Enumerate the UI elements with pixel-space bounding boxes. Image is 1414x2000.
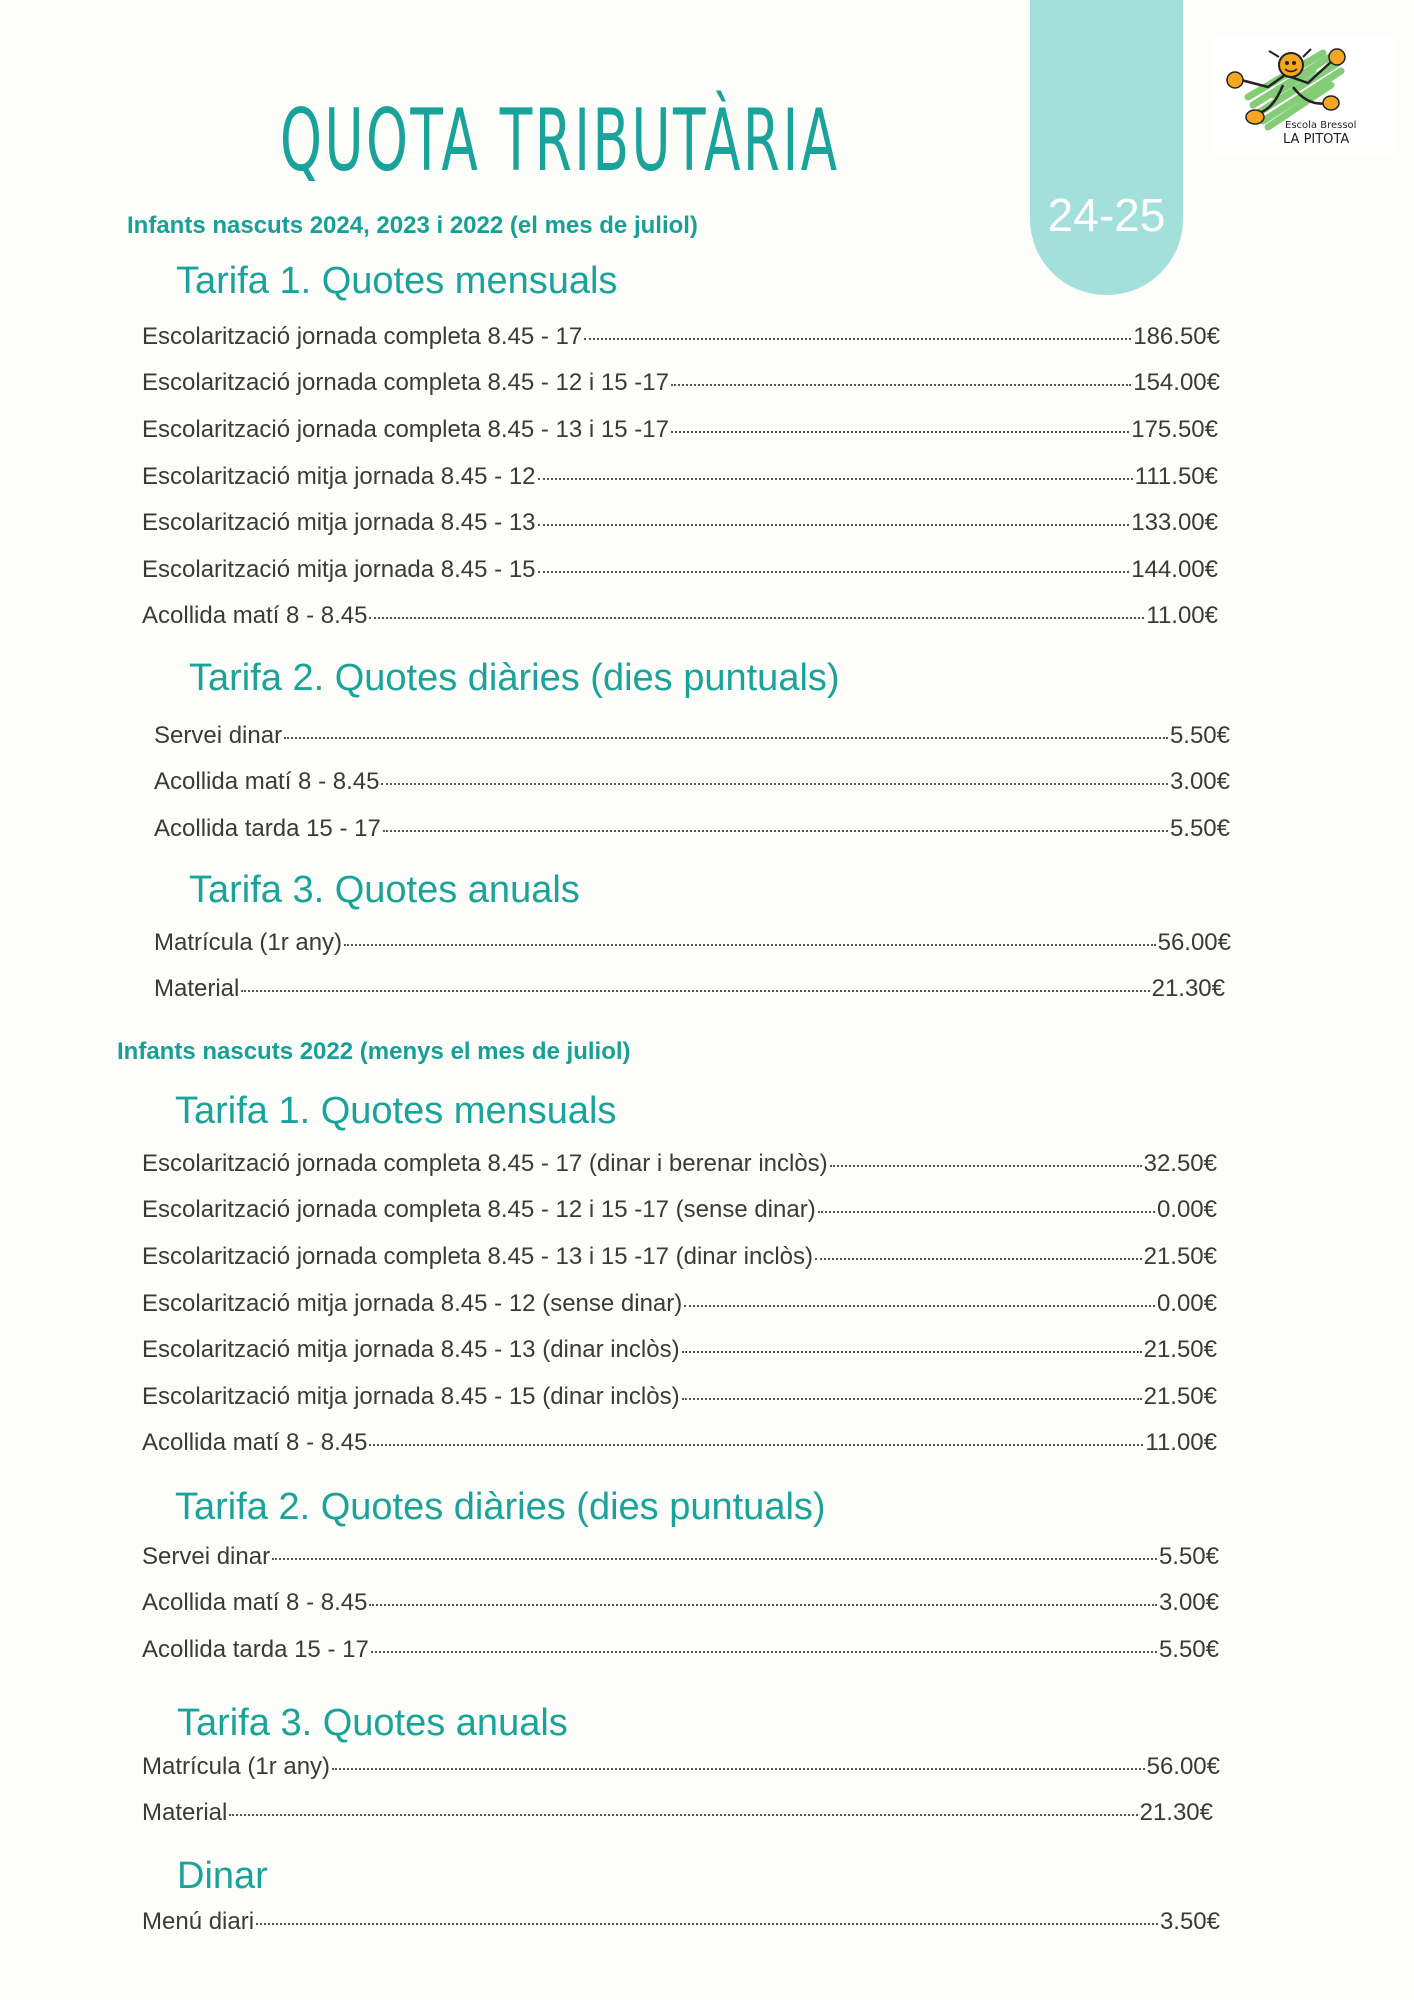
- price-value: 32.50€: [1143, 1150, 1217, 1177]
- dotted-leader: [284, 737, 1168, 739]
- price-value: 3.50€: [1159, 1908, 1220, 1935]
- price-value: 175.50€: [1131, 416, 1218, 443]
- price-row: [142, 1751, 1220, 1783]
- section2-dinar-heading: Dinar: [177, 1855, 268, 1897]
- price-label: Material: [142, 1799, 228, 1826]
- dotted-leader: [818, 1211, 1155, 1213]
- price-value: 21.30€: [1151, 975, 1225, 1002]
- price-row: [142, 414, 1218, 446]
- price-label: Matrícula (1r any): [154, 929, 343, 956]
- dotted-leader: [369, 1444, 1143, 1446]
- dotted-leader: [383, 830, 1168, 832]
- price-row: [154, 766, 1230, 798]
- price-row: [142, 1541, 1219, 1573]
- price-label: Acollida matí 8 - 8.45: [142, 1589, 368, 1616]
- price-label: Material: [154, 975, 240, 1002]
- dotted-leader: [344, 944, 1156, 946]
- price-row: [142, 321, 1220, 353]
- dotted-leader: [369, 1604, 1156, 1606]
- price-label: Escolarització jornada completa 8.45 - 17: [142, 323, 583, 350]
- section2-tarifa2-heading: Tarifa 2. Quotes diàries (dies puntuals): [175, 1486, 826, 1528]
- price-label: Servei dinar: [142, 1543, 271, 1570]
- school-logo: [1213, 35, 1395, 155]
- logo-illustration-icon: [1213, 35, 1395, 155]
- price-value: 133.00€: [1131, 509, 1218, 536]
- price-value: 56.00€: [1146, 1753, 1220, 1780]
- price-label: Escolarització mitja jornada 8.45 - 15: [142, 556, 536, 583]
- price-value: 21.50€: [1143, 1336, 1217, 1363]
- price-row: [154, 927, 1231, 959]
- price-label: Menú diari: [142, 1908, 255, 1935]
- price-value: 21.50€: [1143, 1383, 1217, 1410]
- dotted-leader: [381, 783, 1167, 785]
- price-row: [142, 1334, 1217, 1366]
- price-row: [154, 720, 1230, 752]
- price-value: 21.30€: [1139, 1799, 1213, 1826]
- logo-line1: Escola Bressol: [1285, 120, 1357, 131]
- price-label: Escolarització mitja jornada 8.45 - 12 (sense dinar): [142, 1290, 683, 1317]
- price-row: [142, 461, 1218, 493]
- price-row: [142, 600, 1218, 632]
- dotted-leader: [256, 1923, 1158, 1925]
- price-row: [142, 1427, 1217, 1459]
- dotted-leader: [684, 1305, 1155, 1307]
- price-row: [154, 813, 1230, 845]
- price-row: [142, 507, 1218, 539]
- price-row: [142, 1797, 1213, 1829]
- price-row: [142, 1148, 1217, 1180]
- dotted-leader: [272, 1558, 1157, 1560]
- price-value: 3.00€: [1169, 768, 1230, 795]
- price-value: 56.00€: [1157, 929, 1231, 956]
- dotted-leader: [815, 1258, 1142, 1260]
- price-value: 3.00€: [1158, 1589, 1219, 1616]
- price-label: Matrícula (1r any): [142, 1753, 331, 1780]
- price-value: 5.50€: [1158, 1543, 1219, 1570]
- price-label: Escolarització mitja jornada 8.45 - 13: [142, 509, 536, 536]
- dotted-leader: [682, 1351, 1142, 1353]
- section1-subtitle: Infants nascuts 2024, 2023 i 2022 (el mes de juliol): [127, 212, 698, 239]
- price-row: [142, 1634, 1219, 1666]
- price-row: [142, 1288, 1217, 1320]
- dotted-leader: [332, 1768, 1145, 1770]
- section1-tarifa3-heading: Tarifa 3. Quotes anuals: [189, 869, 580, 911]
- dotted-leader: [671, 431, 1129, 433]
- price-row: [142, 1194, 1217, 1226]
- section2-tarifa3-heading: Tarifa 3. Quotes anuals: [177, 1702, 568, 1744]
- price-value: 0.00€: [1156, 1290, 1217, 1317]
- price-row: [142, 1587, 1219, 1619]
- price-value: 5.50€: [1169, 815, 1230, 842]
- price-label: Escolarització jornada completa 8.45 - 13 i 15 -17: [142, 416, 669, 443]
- dotted-leader: [538, 478, 1133, 480]
- year-tab: [1030, 0, 1183, 295]
- section2-subtitle: Infants nascuts 2022 (menys el mes de juliol): [117, 1038, 631, 1065]
- logo-line2: LA PITOTA: [1283, 132, 1350, 147]
- price-label: Acollida matí 8 - 8.45: [142, 1429, 368, 1456]
- dotted-leader: [369, 617, 1144, 619]
- price-label: Acollida matí 8 - 8.45: [154, 768, 380, 795]
- section2-tarifa1-heading: Tarifa 1. Quotes mensuals: [175, 1090, 617, 1132]
- price-label: Escolarització jornada completa 8.45 - 12 i 15 -17 (sense dinar): [142, 1196, 816, 1223]
- price-value: 11.00€: [1146, 602, 1218, 629]
- price-label: Acollida matí 8 - 8.45: [142, 602, 368, 629]
- price-label: Escolarització jornada completa 8.45 - 13 i 15 -17 (dinar inclòs): [142, 1243, 814, 1270]
- section1-tarifa1-heading: Tarifa 1. Quotes mensuals: [176, 260, 618, 302]
- page-title: QUOTA TRIBUTÀRIA: [280, 91, 840, 191]
- price-label: Escolarització jornada completa 8.45 - 12 i 15 -17: [142, 369, 669, 396]
- section1-tarifa2-heading: Tarifa 2. Quotes diàries (dies puntuals): [189, 657, 840, 699]
- price-row: [142, 554, 1218, 586]
- dotted-leader: [584, 338, 1131, 340]
- price-label: Escolarització mitja jornada 8.45 - 15 (dinar inclòs): [142, 1383, 680, 1410]
- dotted-leader: [229, 1814, 1137, 1816]
- dotted-leader: [671, 384, 1131, 386]
- price-value: 21.50€: [1143, 1243, 1217, 1270]
- price-value: 0.00€: [1156, 1196, 1217, 1223]
- price-row: [154, 973, 1225, 1005]
- price-value: 154.00€: [1133, 369, 1220, 396]
- price-label: Servei dinar: [154, 722, 283, 749]
- price-label: Acollida tarda 15 - 17: [154, 815, 381, 842]
- price-row: [142, 367, 1220, 399]
- price-value: 186.50€: [1133, 323, 1220, 350]
- price-row: [142, 1381, 1217, 1413]
- price-label: Escolarització mitja jornada 8.45 - 12: [142, 463, 536, 490]
- dotted-leader: [538, 571, 1130, 573]
- price-row: [142, 1906, 1220, 1938]
- price-value: 5.50€: [1169, 722, 1230, 749]
- dotted-leader: [371, 1651, 1157, 1653]
- price-row: [142, 1241, 1217, 1273]
- dotted-leader: [538, 524, 1130, 526]
- price-label: Escolarització mitja jornada 8.45 - 13 (dinar inclòs): [142, 1336, 680, 1363]
- price-value: 111.50€: [1134, 463, 1218, 490]
- dotted-leader: [830, 1165, 1142, 1167]
- price-value: 11.00€: [1145, 1429, 1217, 1456]
- price-label: Escolarització jornada completa 8.45 - 17 (dinar i berenar inclòs): [142, 1150, 828, 1177]
- price-value: 144.00€: [1131, 556, 1218, 583]
- price-value: 5.50€: [1158, 1636, 1219, 1663]
- year-tab-label: 24-25: [1047, 189, 1166, 241]
- dotted-leader: [241, 990, 1149, 992]
- dotted-leader: [682, 1398, 1142, 1400]
- price-label: Acollida tarda 15 - 17: [142, 1636, 369, 1663]
